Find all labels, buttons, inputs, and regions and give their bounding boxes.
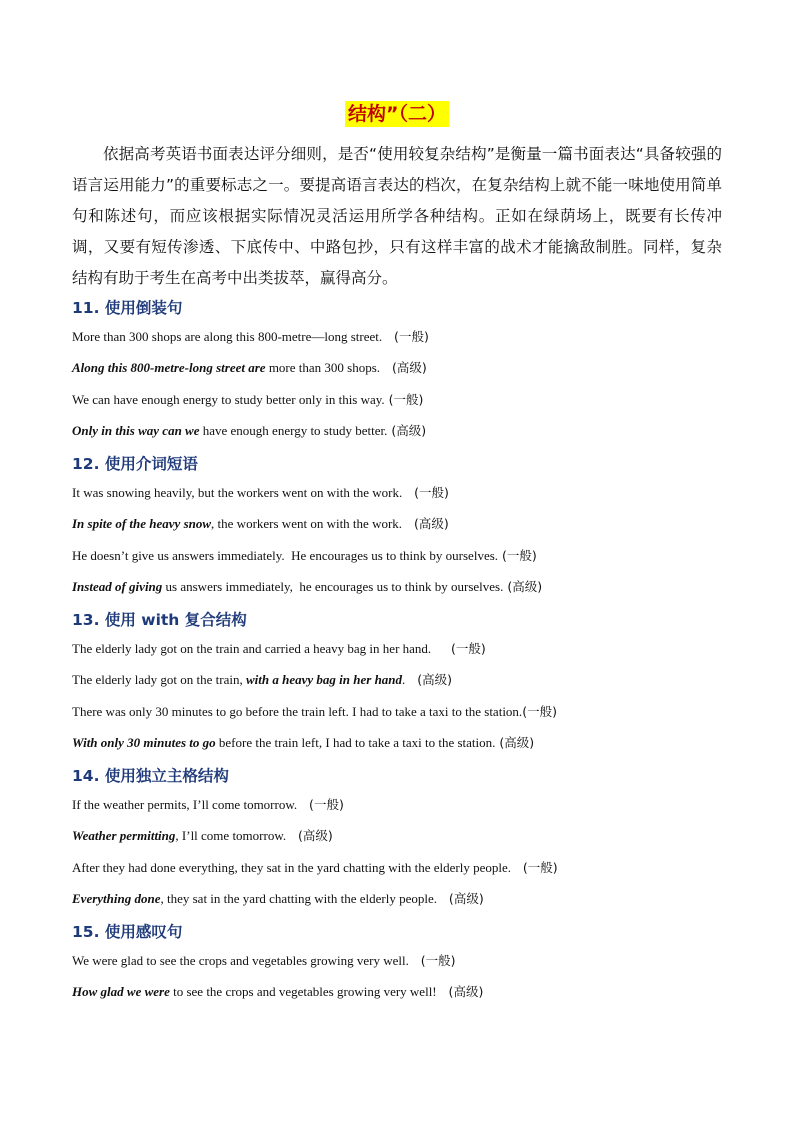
level-tag: (高级) (503, 578, 543, 594)
example-sentence (72, 390, 423, 410)
sentence-text: have enough energy to study better. (199, 422, 388, 438)
emphasized-structure: Instead of giving (72, 578, 163, 594)
level-tag: (一般) (408, 953, 456, 968)
level-tag: (高级) (495, 734, 535, 750)
emphasized-structure: Only in this way can we (72, 422, 200, 438)
sentence-text: The elderly lady got on the train and carried a heavy bag in her hand. (72, 641, 432, 656)
sentence-text: us answers immediately, he encourages us to think by ourselves. (162, 578, 504, 594)
level-tag: (高级) (402, 516, 449, 532)
sentence-text: If the weather permits, I’ll come tomorrow. (72, 797, 298, 812)
sentence-text: It was snowing heavily, but the workers went on with the work. (72, 485, 403, 500)
sentence-text: . (402, 672, 406, 688)
example-sentence (72, 858, 558, 878)
title-wrap (0, 101, 794, 127)
example-sentence (72, 577, 542, 597)
section-heading: 14. 使用独立主格结构 (72, 767, 229, 785)
level-tag: (高级) (437, 890, 484, 906)
sentence-text: We can have enough energy to study better only in this way. (72, 391, 385, 407)
emphasized-structure: How glad we were (72, 984, 170, 1000)
section-heading: 13. 使用 with 复合结构 (72, 611, 247, 629)
emphasized-structure: with a heavy bag in her hand (246, 672, 403, 688)
level-tag: (高级) (405, 672, 452, 688)
level-tag: (高级) (286, 828, 333, 844)
sentence-text: , the workers went on with the work. (211, 516, 403, 532)
section-heading: 11. 使用倒装句 (72, 299, 183, 317)
sentence-text: We were glad to see the crops and vegetables growing very well. (72, 953, 409, 968)
page-title: 结构”（二） (345, 101, 449, 127)
sentence-text: to see the crops and vegetables growing very well! (169, 984, 437, 1000)
sentence-text: There was only 30 minutes to go before the train left. I had to take a taxi to the station. (72, 703, 523, 719)
sentence-text: before the train left, I had to take a taxi to the station. (215, 734, 496, 750)
sentence-text: more than 300 shops. (265, 360, 381, 376)
sentence-text: , they sat in the yard chatting with the elderly people. (160, 890, 438, 906)
emphasized-structure: With only 30 minutes to go (72, 734, 216, 750)
sentence-text: The elderly lady got on the train, (72, 672, 247, 688)
level-tag: (一般) (498, 547, 537, 563)
level-tag: (高级) (436, 984, 484, 1000)
example-sentence (72, 733, 534, 753)
example-sentence (72, 670, 452, 690)
level-tag: (一般) (382, 329, 429, 344)
emphasized-structure: Everything done (72, 890, 161, 906)
intro-paragraph: 依据高考英语书面表达评分细则，是否“使用较复杂结构”是衡量一篇书面表达“具备较强的语言运用能力”的重要标志之一。要提高语言表达的档次，在复杂结构上就不能一味地使用简单句和陈述句，而应该根据实际情况灵活运用所学各种结构。正如在绿荫场上，既要有长传冲调，又要有短传渗透、下底传中、中路包抄，只有这样丰富的战术才能擒敌制胜。同样，复杂结构有助于考生在高考中出类拔萃，赢得高分。 (72, 145, 722, 287)
example-sentence (72, 483, 449, 503)
section-heading: 12. 使用介词短语 (72, 455, 198, 473)
level-tag: (一般) (431, 641, 486, 656)
sentence-text: , I’ll come tomorrow. (175, 828, 287, 844)
example-sentence (72, 702, 557, 722)
level-tag: (高级) (387, 422, 427, 438)
example-sentence (72, 889, 484, 909)
example-sentence (72, 982, 483, 1002)
example-sentence (72, 358, 427, 378)
sentence-text: More than 300 shops are along this 800-metre—long street. (72, 329, 383, 344)
emphasized-structure: Weather permitting (72, 828, 176, 844)
example-sentence (72, 639, 486, 659)
example-sentence (72, 795, 344, 815)
example-sentence (72, 951, 456, 971)
level-tag: (高级) (380, 360, 427, 376)
example-sentence (72, 546, 537, 566)
level-tag: (一般) (402, 485, 449, 500)
level-tag: (一般) (522, 703, 557, 719)
example-sentence (72, 826, 333, 846)
example-sentence (72, 514, 449, 534)
section-heading: 15. 使用感叹句 (72, 923, 183, 941)
sentence-text: After they had done everything, they sat in the yard chatting with the elderly people. (72, 859, 511, 875)
level-tag: (一般) (297, 797, 344, 812)
level-tag: (一般) (384, 391, 424, 407)
example-sentence (72, 421, 426, 441)
emphasized-structure: Along this 800-metre-long street are (72, 360, 266, 376)
level-tag: (一般) (510, 859, 558, 875)
sentence-text: He doesn’t give us answers immediately. He encourages us to think by ourselves. (72, 547, 499, 563)
example-sentence (72, 327, 429, 347)
emphasized-structure: In spite of the heavy snow (72, 516, 212, 532)
intro-block (72, 139, 722, 294)
